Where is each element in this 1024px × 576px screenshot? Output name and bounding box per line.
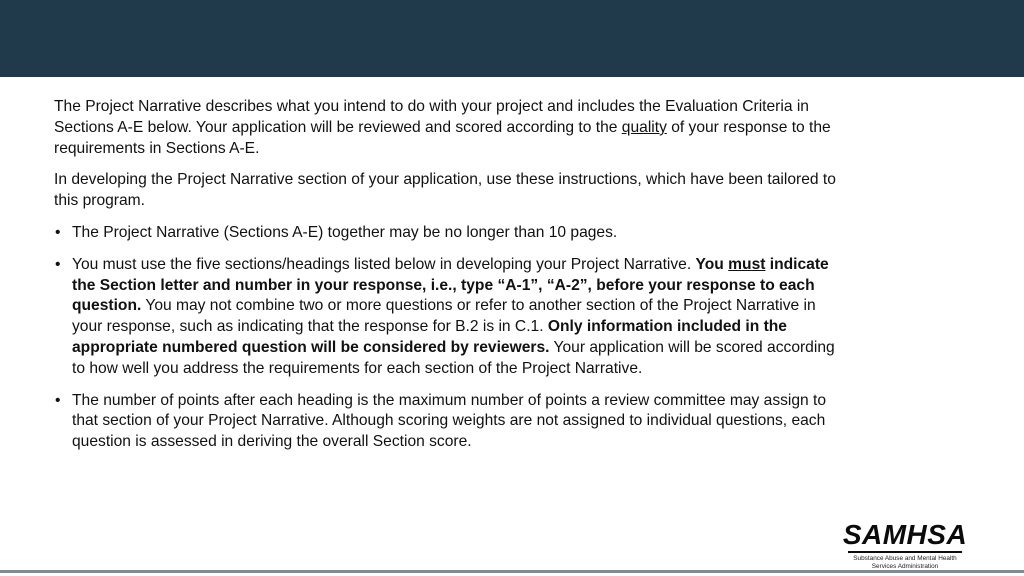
samhsa-logo [842,520,968,571]
logo-wordmark: SAMHSA [842,519,968,550]
list-item [54,223,846,244]
bullet-marker: • [55,391,61,409]
intro-paragraph-2: In developing the Project Narrative section of your application, use these instructions, which have been tailored to this program. [54,171,836,210]
bullet-text: The Project Narrative (Sections A-E) together may be no longer than 10 pages. [72,223,618,241]
instruction-list [54,223,846,453]
intro-text-a: The Project Narrative describes what you intend to do with your project and includes the Evaluation Criteria in Sections A-E below. Your application will be reviewed and scored according to the [54,98,809,136]
logo-subtitle-line-1: Substance Abuse and Mental Health [853,555,957,562]
list-item [54,391,846,453]
bullet-text: The number of points after each heading is the maximum number of points a review committee may assign to that section of your Project Narrative. Although scoring weights are not assigned to individual questions, each question is assessed in deriving the overall Section score. [72,391,827,451]
header-bar [0,0,1024,77]
intro-paragraph-1 [54,97,846,159]
quality-emphasis: quality [621,118,667,136]
intro-text-b: of your response to the requirements in Sections A-E. [54,118,831,157]
bullet-text: You may not combine two or more questions or refer to another section of the Project Narrative in your response, such as indicating that the response for B.2 is in C.1. [72,297,816,336]
footer-divider [0,570,1024,573]
bold-text: indicate the Section letter and number in your response, i.e., type “A-1”, “A-2”, before your response to each question. [72,255,829,315]
logo-rule [848,551,962,553]
bold-text: Only information included in the appropriate numbered question will be considered by reviewers. [72,318,787,356]
logo-subtitle-line-2: Services Administration [871,563,939,570]
bullet-marker: • [55,255,61,273]
must-emphasis: must [728,255,766,273]
bold-text: You [695,255,729,273]
bullet-text: You must use the five sections/headings listed below in developing your Project Narrative. [72,255,696,273]
narrative-content [54,97,846,464]
bullet-marker: • [55,223,61,241]
bullet-text: Your application will be scored according to how well you address the requirements for each section of the Project Narrative. [72,338,835,377]
list-item [54,255,846,380]
